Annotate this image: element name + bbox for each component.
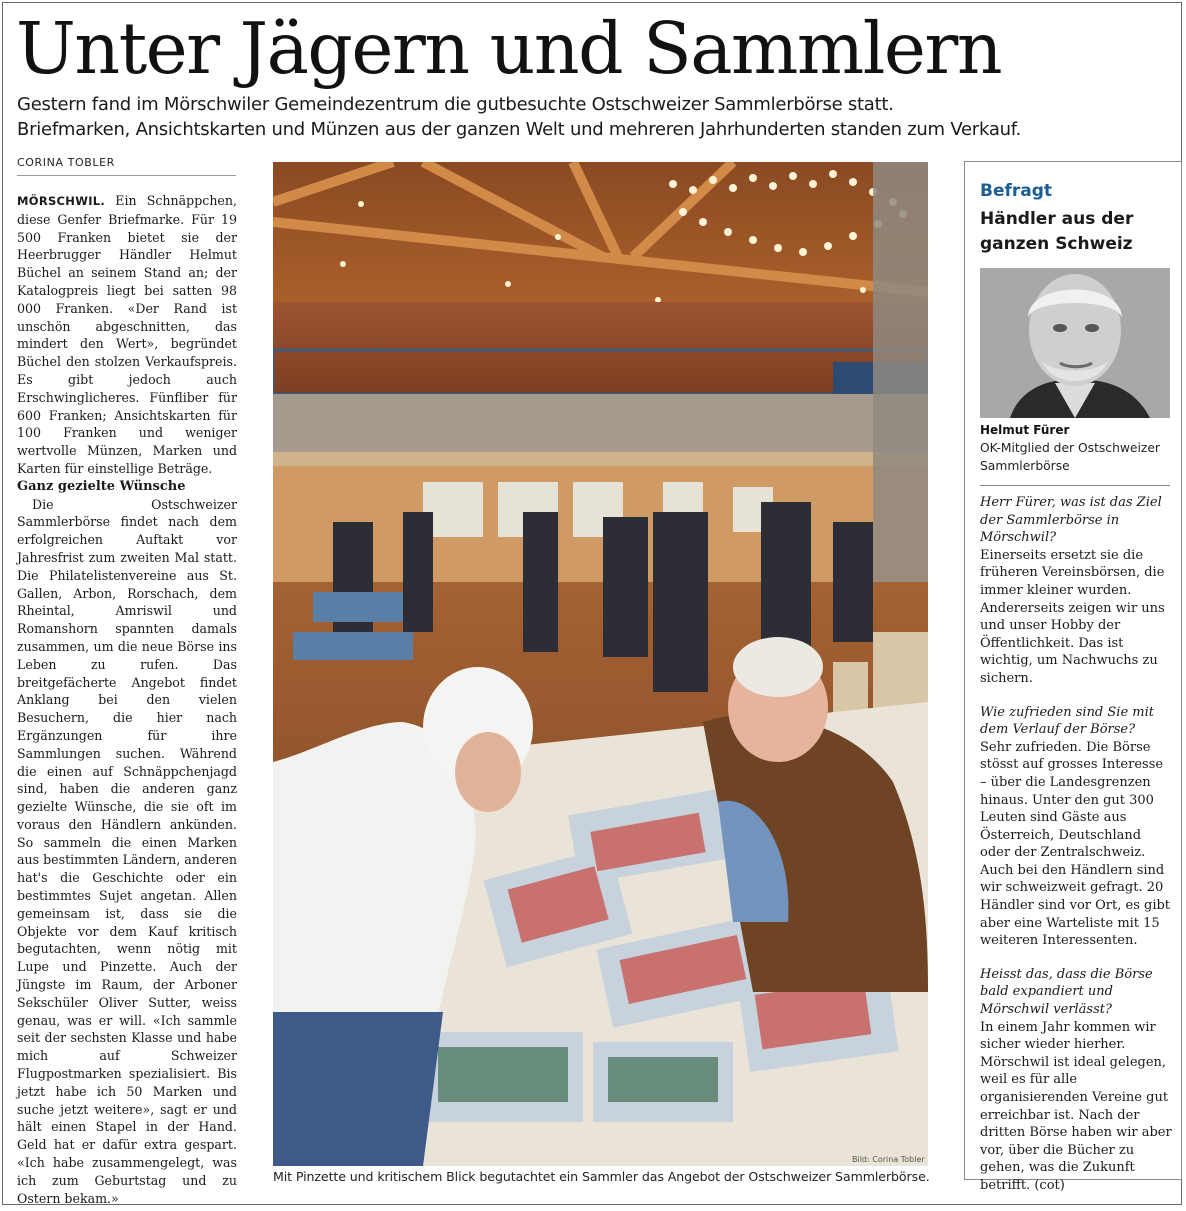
- portrait-photo: [980, 268, 1170, 418]
- paragraph-text: Ein Schnäppchen, diese Genfer Briefmarke. Für 19 500 Franken bietet sie der Heerbrugger Händler Helmut Büchel an seinem Stand an; der Katalogpreis liegt bei satten 98 000 Franken. «Der Rand ist unschön abgeschnitten, das mindert den Wert», begründet Büchel den stolzen Verkaufspreis. Es gibt jedoch auch Erschwinglicheres. Fünfliber für 600 Franken; Ansichtskarten für 100 Franken und weniger wertvolle Münzen, Marken und Karten für einstellige Beträge.: [17, 193, 237, 476]
- market-photo: [273, 162, 928, 1166]
- answer: Einerseits ersetzt sie die früheren Vereinsbörsen, die immer kleiner wurden. Andererseits zeigen wir uns und unser Hobby der Öffentlichkeit. Das ist wichtig, um Nachwuchs zu sichern.: [980, 547, 1165, 686]
- sidebar-kicker: Befragt: [980, 181, 1053, 201]
- photo-credit: Bild: Corina Tobler: [852, 1155, 925, 1164]
- question: Heisst das, dass die Börse bald expandiert und Mörschwil verlässt?: [980, 966, 1153, 1018]
- dateline: MÖRSCHWIL.: [17, 194, 106, 208]
- sidebar-title: Händler aus der ganzen Schweiz: [980, 209, 1134, 254]
- subheading: Ganz gezielte Wünsche: [17, 478, 186, 494]
- answer: In einem Jahr kommen wir sicher wieder hierher. Mörschwil ist ideal gelegen, weil es für alle organisierenden Vereine gut erreichbar ist. Nach der dritten Börse haben wir aber vor, über die Bücher zu gehen, was die Zukunft betrifft. (cot): [980, 1019, 1172, 1193]
- paragraph: Die Ostschweizer Sammlerbörse findet nach dem erfolgreichen Auftakt vor Jahresfrist zum zweiten Mal statt. Die Philatelistenvereine aus St. Gallen, Arbon, Rorschach, dem Rheintal, Amriswil und Romanshorn spannten damals zusammen, um die neue Börse ins Leben zu rufen. Das breitgefächerte Angebot findet Anklang bei den vielen Besuchern, die hier nach Ergänzungen für ihre Sammlungen suchen. Während die einen auf Schnäppchenjagd sind, haben die anderen ganz gezielte Wünsche, die sie oft im voraus den Händlern ankünden. So sammeln die einen Marken aus bestimmten Ländern, anderen hat's die Geschichte oder ein bestimmtes Sujet angetan. Allen gemeinsam ist, dass sie die Objekte vor dem Kauf kritisch begutachten, wenn nötig mit Lupe und Pinzette. Auch der Jüngste im Raum, der Arboner Sekschüler Oliver Sutter, weiss genau, was er will. «Ich sammle seit der sechsten Klasse und habe mich auf Schweizer Flugpostmarken spezialisiert. Bis jetzt habe ich 50 Marken und suche jetzt weitere», sagt er und hält einen Stapel in der Hand. Geld hat er dafür extra gespart. «Ich habe zusammengelegt, was ich zum Geburtstag und zu Ostern bekam.»: [17, 496, 238, 1206]
- photo-caption: Mit Pinzette und kritischem Blick begutachtet ein Sammler das Angebot der Ostschweizer Sammlerbörse.: [273, 1169, 930, 1184]
- byline-divider: [17, 175, 236, 176]
- interview-text: [980, 494, 1172, 1211]
- lead-line: Briefmarken, Ansichtskarten und Münzen aus der ganzen Welt und mehreren Jahrhunderten standen zum Verkauf.: [17, 119, 1021, 140]
- lead-line: Gestern fand im Mörschwiler Gemeindezentrum die gutbesuchte Ostschweizer Sammlerbörse statt.: [17, 94, 894, 115]
- headline: Unter Jägern und Sammlern: [16, 7, 1002, 90]
- question: Wie zufrieden sind Sie mit dem Verlauf der Börse?: [980, 704, 1154, 738]
- lead-text: [17, 92, 1177, 142]
- question: Herr Fürer, was ist das Ziel der Sammlerbörse in Mörschwil?: [980, 495, 1162, 546]
- article-body: [17, 192, 237, 1207]
- person-role: OK-Mitglied der Ostschweizer Sammlerbörse: [980, 441, 1160, 473]
- byline: CORINA TOBLER: [17, 156, 115, 169]
- answer: Sehr zufrieden. Die Börse stösst auf grosses Interesse – über die Landesgrenzen hinaus. Unter den gut 300 Leuten sind Gäste aus Österreich, Deutschland oder der Zentralschweiz. Auch bei den Händlern sind wir schweizweit gefragt. 20 Händler sind vor Ort, es gibt aber eine Warteliste mit 15 weiteren Interessenten.: [980, 739, 1171, 949]
- person-name: Helmut Fürer: [980, 423, 1070, 437]
- sidebar-divider: [980, 485, 1170, 486]
- paragraph: [17, 192, 237, 478]
